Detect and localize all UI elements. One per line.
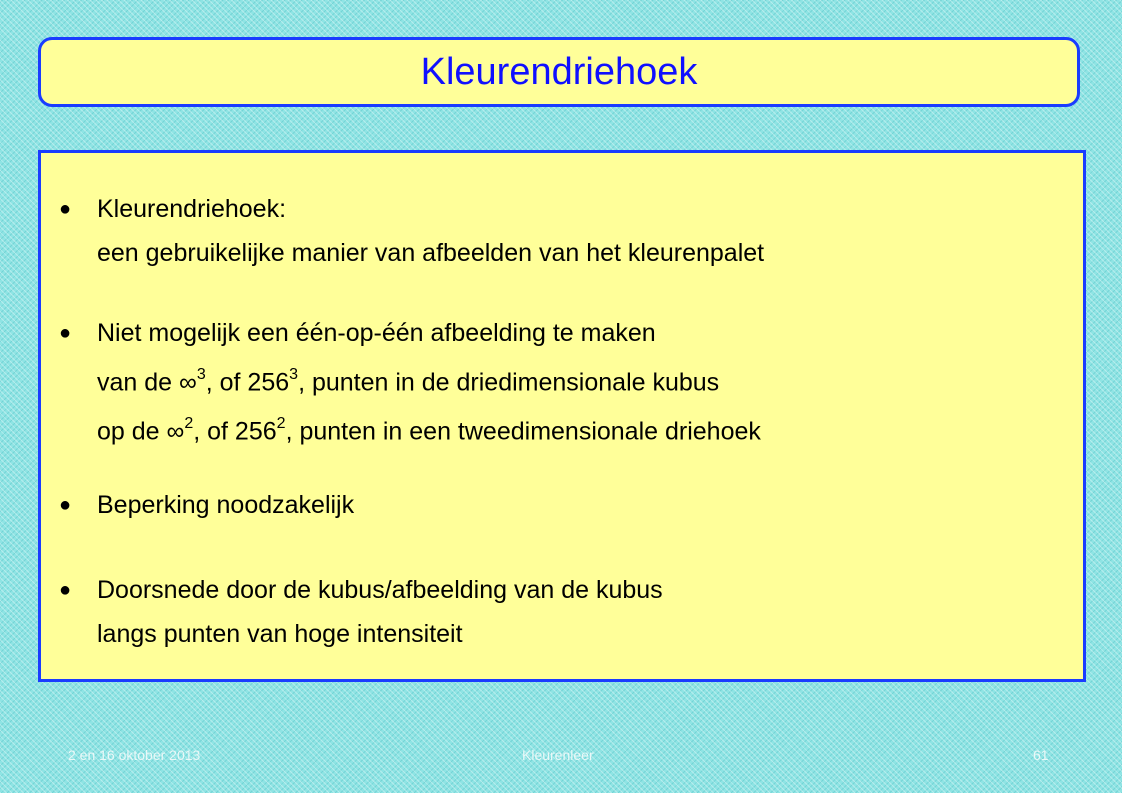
- bullet-dot-icon: ●: [59, 494, 72, 516]
- footer-title: Kleurenleer: [522, 747, 594, 763]
- bullet-dot-icon: ●: [59, 579, 72, 601]
- bullet-4-line-2: langs punten van hoge intensiteit: [97, 620, 463, 648]
- bullet-4-line-1: Doorsnede door de kubus/afbeelding van de kubus: [97, 576, 663, 604]
- title-box: [38, 37, 1080, 107]
- footer-date: 2 en 16 oktober 2013: [68, 747, 201, 763]
- page-number: 61: [1033, 747, 1049, 763]
- bullet-dot-icon: ●: [59, 322, 72, 344]
- bullet-1-line-1: Kleurendriehoek:: [97, 195, 287, 223]
- bullet-dot-icon: ●: [59, 198, 72, 220]
- bullet-2-line-3: op de ∞$^2$, of $256^2$, punten in een tweedimensionale driehoek: [97, 415, 761, 446]
- bullet-2-line-2: van de ∞$^3$, of $256^3$, punten in de driedimensionale kubus: [97, 366, 720, 397]
- bullet-3-line-1: Beperking noodzakelijk: [97, 491, 355, 519]
- bullet-4: [59, 568, 663, 656]
- content-box: [38, 150, 1086, 682]
- bullet-1-line-2: een gebruikelijke manier van afbeelden van het kleurenpalet: [97, 239, 765, 267]
- bullet-2-line-1: Niet mogelijk een één-op-één afbeelding te maken: [97, 319, 656, 347]
- bullet-1: [59, 187, 764, 275]
- bullet-3: [59, 483, 354, 527]
- bullet-2: [59, 311, 761, 454]
- slide-title: Kleurendriehoek: [420, 50, 698, 93]
